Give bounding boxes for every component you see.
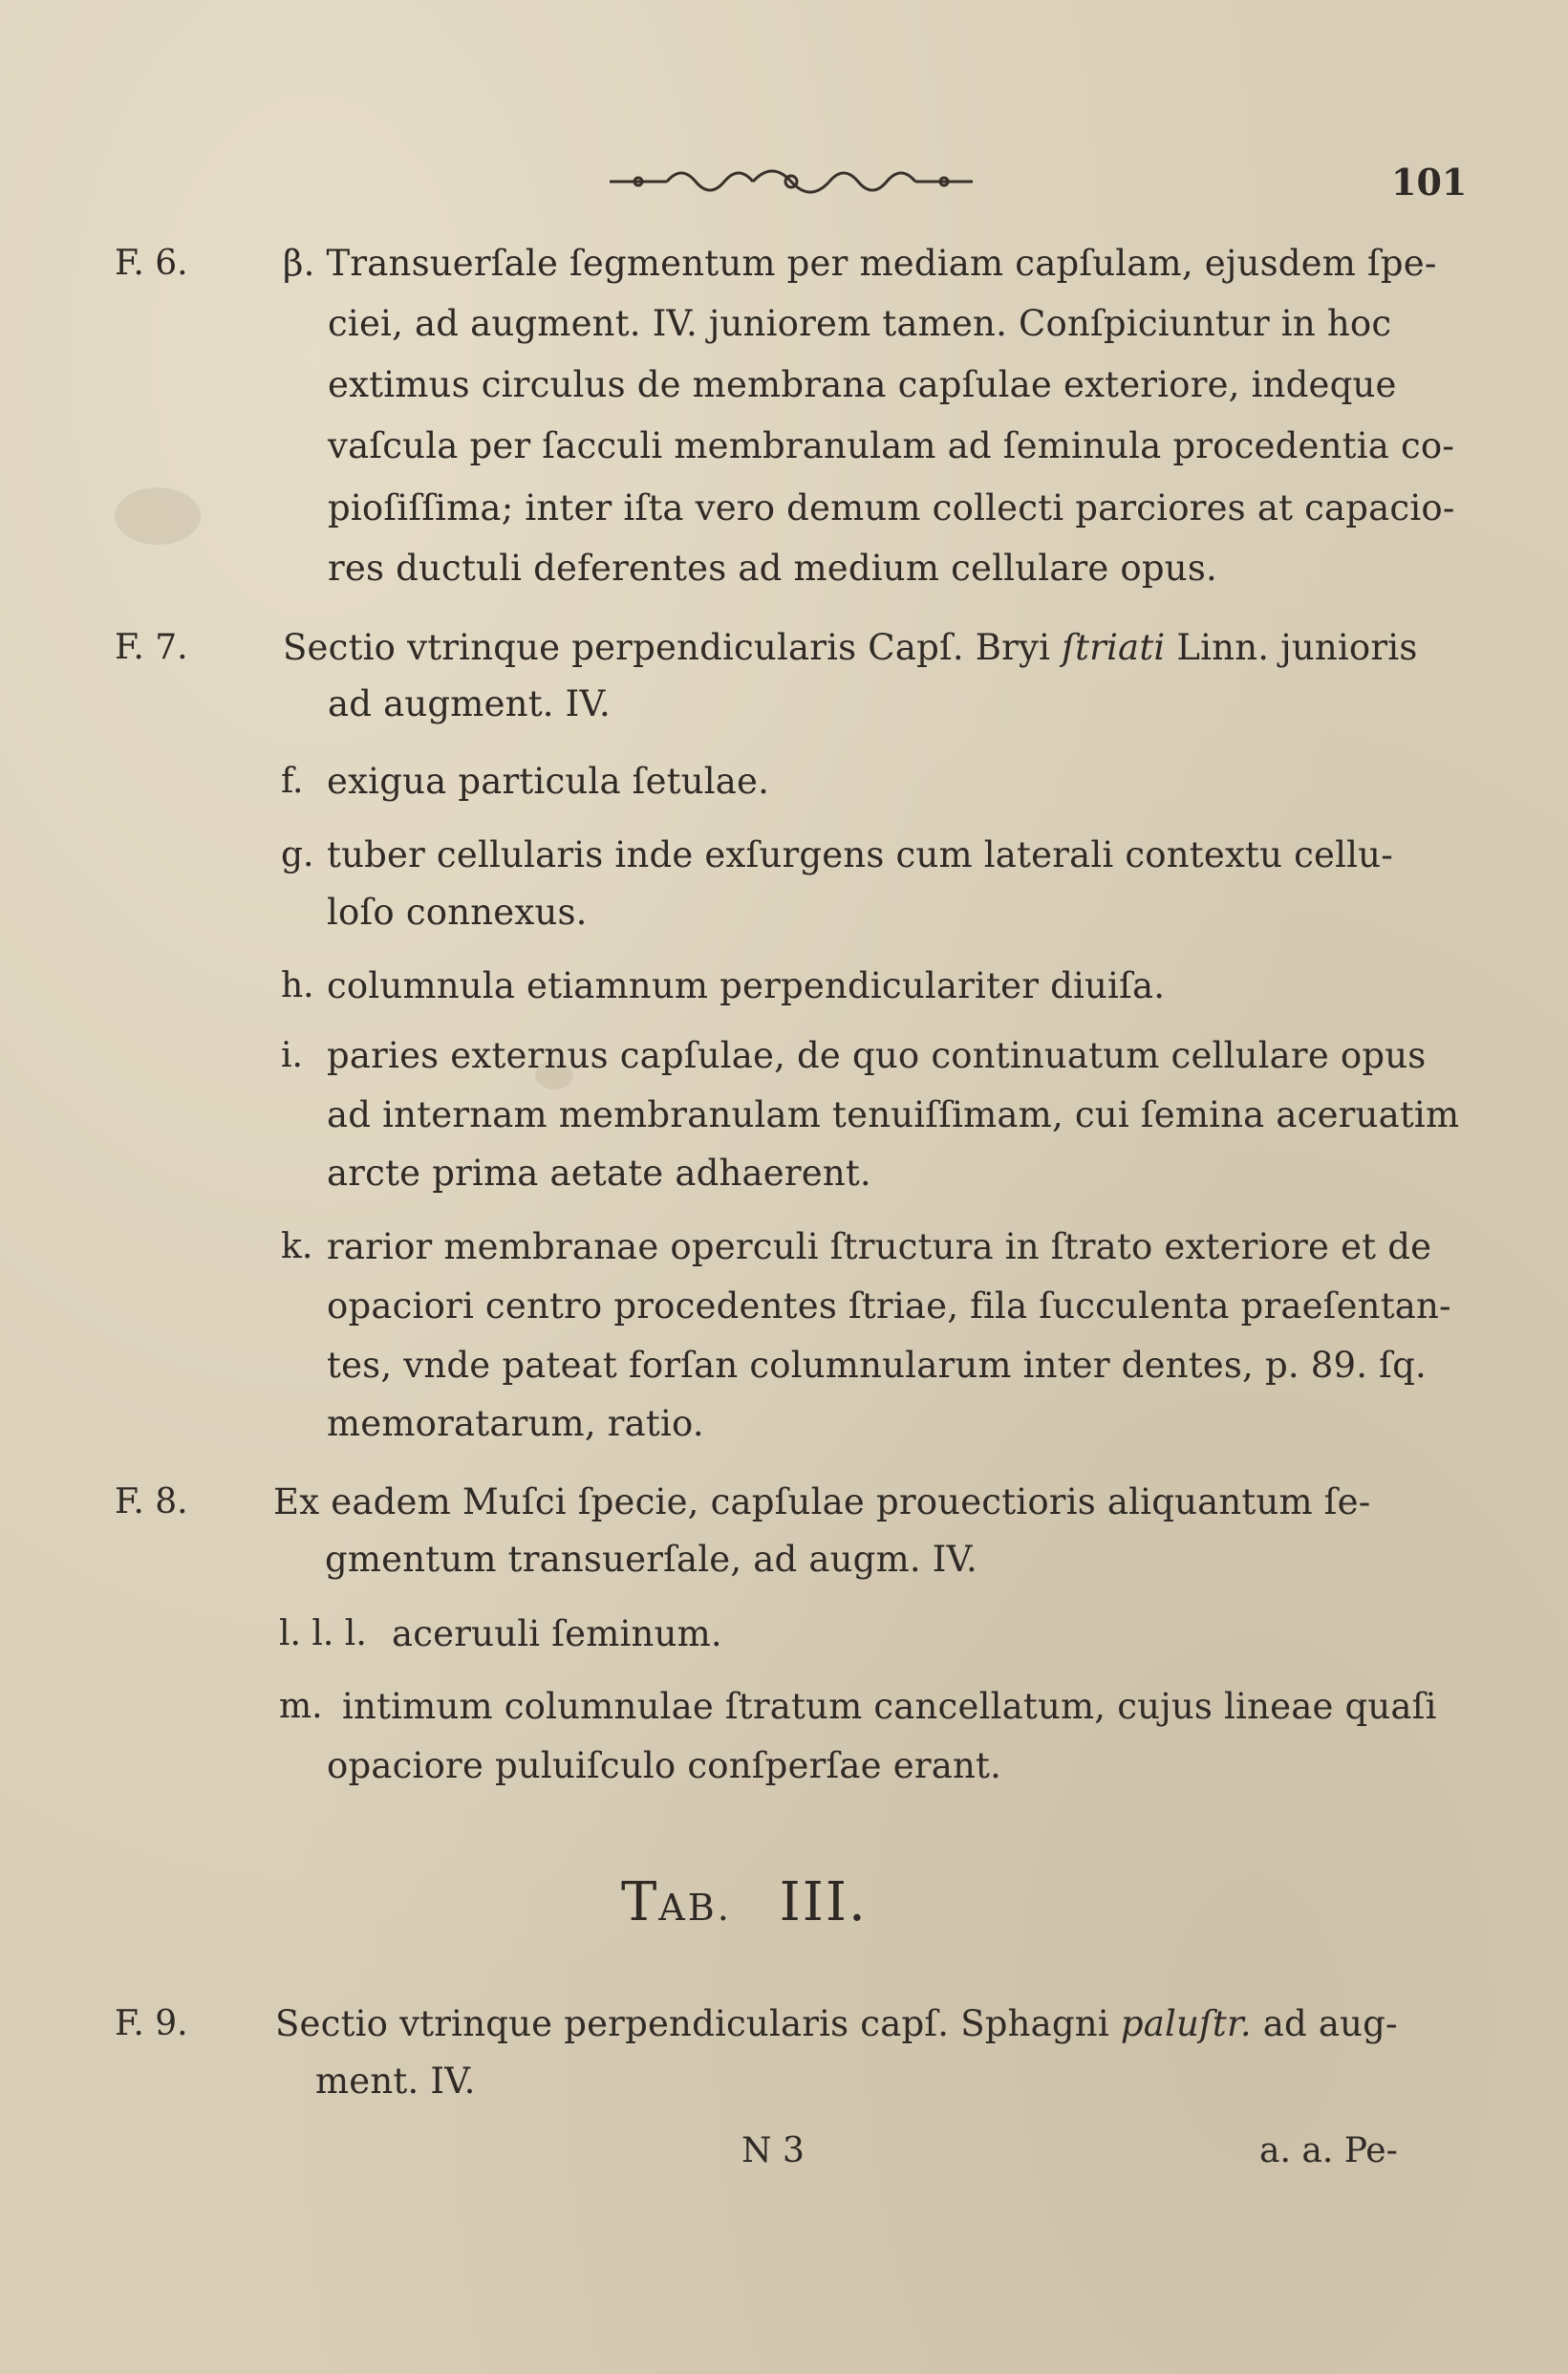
text-line: pioſiſſima; inter iſta vero demum collecti parciores at capacio-	[328, 487, 1455, 529]
text-line: ad internam membranulam tenuiſſimam, cui ſemina aceruatim	[327, 1094, 1460, 1135]
text-line: opaciori centro procedentes ſtriae, fila ſucculenta praeſentan-	[327, 1285, 1451, 1327]
item-letter: i.	[281, 1036, 303, 1075]
text-line: ment. IV.	[315, 2061, 476, 2102]
text-line: columnula etiamnum perpendiculariter diuiſa.	[327, 965, 1166, 1006]
text-line: ad augment. IV.	[328, 683, 611, 724]
text-span: Sectio vtrinque perpendicularis Capſ. Bryi	[283, 627, 1063, 668]
item-letter: l. l. l.	[279, 1614, 367, 1653]
text-line: opaciore puluiſculo conſperſae erant.	[327, 1745, 1002, 1786]
text-line: intimum columnulae ſtratum cancellatum, cujus lineae quaſi	[342, 1686, 1437, 1727]
text-line: tes, vnde pateat forſan columnularum inter dentes, p. 89. ſq.	[327, 1345, 1427, 1386]
figure-label: F. 7.	[115, 628, 188, 667]
text-span: Linn. junioris	[1165, 627, 1418, 668]
figure-label: F. 8.	[115, 1482, 188, 1522]
text-span: ad aug-	[1251, 2003, 1398, 2044]
text-line	[283, 627, 1418, 669]
signature-mark: N 3	[741, 2131, 805, 2170]
species-epithet: ſtriati	[1062, 627, 1166, 668]
species-epithet: paluſtr.	[1120, 2003, 1252, 2044]
figure-label: F. 9.	[115, 2004, 188, 2043]
text-line: aceruuli ſeminum.	[392, 1613, 722, 1654]
text-line: memoratarum, ratio.	[327, 1403, 704, 1444]
item-letter: f.	[281, 762, 304, 801]
text-line: ciei, ad augment. IV. juniorem tamen. Conſpiciuntur in hoc	[328, 303, 1392, 344]
text-line: tuber cellularis inde exſurgens cum laterali contextu cellu-	[327, 834, 1393, 875]
paper-stain	[115, 487, 201, 545]
section-title-numeral: III.	[779, 1871, 868, 1933]
page-number: 101	[1391, 161, 1468, 204]
section-title	[621, 1871, 868, 1933]
header-ornament	[600, 157, 982, 206]
section-title-rest: AB.	[658, 1887, 732, 1929]
text-line: loſo connexus.	[327, 892, 588, 933]
text-line: Ex eadem Muſci ſpecie, capſulae prouectioris aliquantum ſe-	[273, 1481, 1371, 1522]
item-letter: m.	[279, 1687, 323, 1726]
text-line: paries externus capſulae, de quo continuatum cellulare opus	[327, 1035, 1427, 1076]
catchword: a. a. Pe-	[1259, 2131, 1398, 2170]
text-line: exigua particula ſetulae.	[327, 761, 770, 802]
text-line	[275, 2003, 1398, 2045]
figure-label: F. 6.	[115, 244, 188, 283]
text-line: vaſcula per ſacculi membranulam ad ſeminula procedentia co-	[328, 425, 1455, 466]
item-letter: k.	[281, 1227, 313, 1266]
text-line: arcte prima aetate adhaerent.	[327, 1153, 871, 1194]
section-title-initial: T	[621, 1871, 659, 1933]
text-span: Sectio vtrinque perpendicularis capſ. Sphagni	[275, 2003, 1121, 2044]
text-line: res ductuli deferentes ad medium cellulare opus.	[328, 548, 1217, 589]
item-letter: g.	[281, 835, 314, 874]
text-line: extimus circulus de membrana capſulae exteriore, indeque	[328, 364, 1397, 405]
text-line: β. Transuerſale ſegmentum per mediam capſulam, ejusdem ſpe-	[283, 243, 1437, 284]
text-line: gmentum transuerſale, ad augm. IV.	[325, 1539, 978, 1580]
item-letter: h.	[281, 966, 314, 1005]
text-line: rarior membranae operculi ſtructura in ſtrato exteriore et de	[327, 1226, 1432, 1267]
